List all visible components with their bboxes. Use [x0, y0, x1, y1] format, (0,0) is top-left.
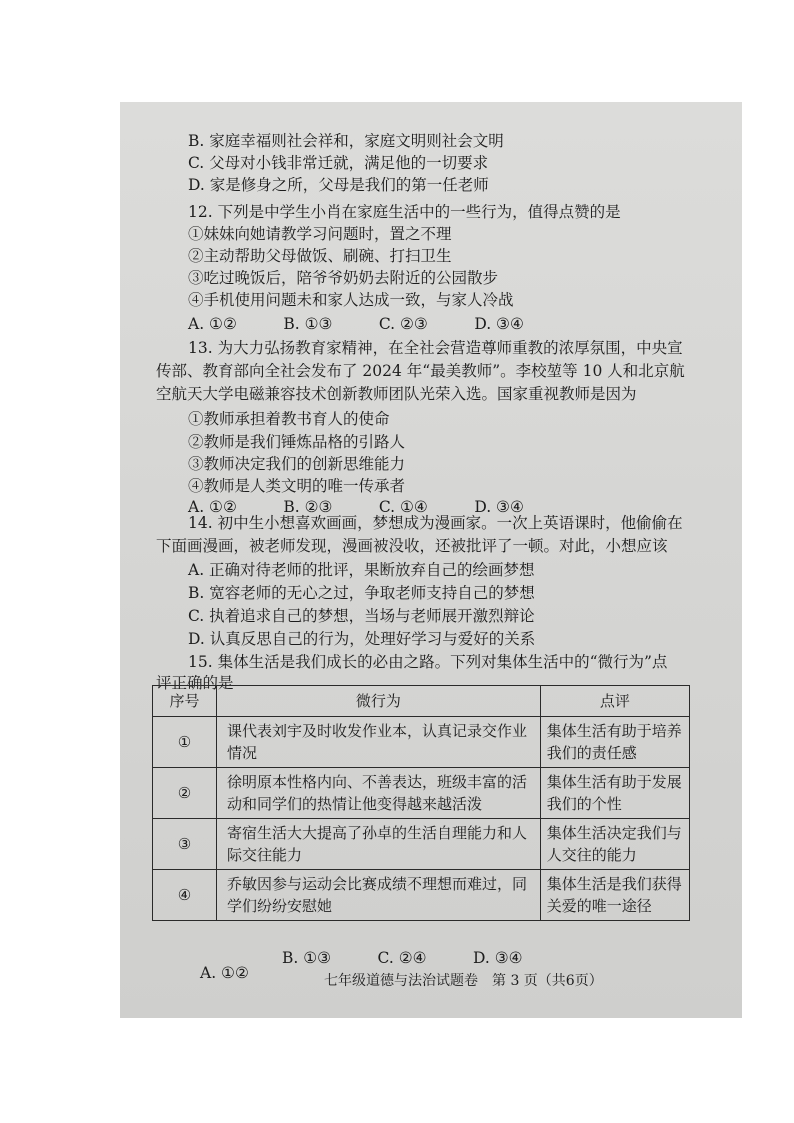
q15-table: [152, 685, 690, 921]
q13-item-3: ③教师决定我们的创新思维能力: [188, 455, 406, 473]
q13-item-1: ①教师承担着教书育人的使命: [188, 410, 390, 428]
q14-option-a: A. 正确对待老师的批评，果断放弃自己的绘画梦想: [188, 561, 535, 579]
q12-item-3: ③吃过晚饭后，陪爷爷奶奶去附近的公园散步: [188, 269, 499, 287]
row-number: ③: [153, 819, 217, 870]
question-12-stem: 12. 下列是中学生小肖在家庭生活中的一些行为，值得点赞的是: [188, 203, 621, 221]
table-header-row: [153, 686, 690, 717]
row-comment: 集体生活决定我们与人交往的能力: [540, 819, 689, 870]
table-row: [153, 819, 690, 870]
q12-item-1: ①妹妹向她请教学习问题时，置之不理: [188, 225, 452, 243]
q15-options-rest: B. ①③ C. ②④ D. ③④: [282, 949, 523, 967]
q14-option-b: B. 宽容老师的无心之过，争取老师支持自己的梦想: [188, 584, 535, 602]
table-row: [153, 768, 690, 819]
q15-option-a: A. ①②: [200, 964, 249, 982]
question-15-stem-line2: 评正确的是: [156, 674, 234, 692]
table-row: [153, 717, 690, 768]
table-row: [153, 870, 690, 921]
question-13-stem-line3: 空航天大学电磁兼容技术创新教师团队光荣入选。国家重视教师是因为: [156, 385, 637, 403]
row-number: ①: [153, 717, 217, 768]
question-13-stem-line1: 13. 为大力弘扬教育家精神，在全社会营造尊师重教的浓厚氛围，中央宣: [188, 339, 683, 357]
page-footer: 七年级道德与法治试题卷 第 3 页（共6页）: [324, 973, 603, 989]
option-d-line: D. 家是修身之所，父母是我们的第一任老师: [188, 176, 489, 194]
row-comment: 集体生活有助于发展我们的个性: [540, 768, 689, 819]
row-behavior: 课代表刘宇及时收发作业本，认真记录交作业情况: [216, 717, 540, 768]
q12-item-2: ②主动帮助父母做饭、刷碗、打扫卫生: [188, 247, 452, 265]
q12-item-4: ④手机使用问题未和家人达成一致，与家人冷战: [188, 291, 514, 309]
header-index: 序号: [153, 686, 217, 717]
header-comment: 点评: [540, 686, 689, 717]
exam-page: [120, 102, 742, 1018]
q14-option-d: D. 认真反思自己的行为，处理好学习与爱好的关系: [188, 630, 536, 648]
question-13-stem-line2: 传部、教育部向全社会发布了 2024 年“最美教师”。李校堃等 10 人和北京航: [156, 362, 685, 380]
row-number: ④: [153, 870, 217, 921]
question-15-stem-line1: 15. 集体生活是我们成长的必由之路。下列对集体生活中的“微行为”点: [188, 653, 668, 671]
q13-options: A. ①② B. ②③ C. ①④ D. ③④: [188, 498, 524, 516]
option-b-line: B. 家庭幸福则社会祥和，家庭文明则社会文明: [188, 132, 504, 150]
q12-options: A. ①② B. ①③ C. ②③ D. ③④: [188, 315, 524, 333]
row-number: ②: [153, 768, 217, 819]
row-behavior: 乔敏因参与运动会比赛成绩不理想而难过，同学们纷纷安慰她: [216, 870, 540, 921]
row-behavior: 徐明原本性格内向、不善表达，班级丰富的活动和同学们的热情让他变得越来越活泼: [216, 768, 540, 819]
row-comment: 集体生活有助于培养我们的责任感: [540, 717, 689, 768]
header-behavior: 微行为: [216, 686, 540, 717]
row-behavior: 寄宿生活大大提高了孙卓的生活自理能力和人际交往能力: [216, 819, 540, 870]
q13-item-2: ②教师是我们锤炼品格的引路人: [188, 433, 406, 451]
question-14-stem-line2: 下面画漫画，被老师发现，漫画被没收，还被批评了一顿。对此，小想应该: [156, 537, 668, 555]
option-c-line: C. 父母对小钱非常迁就，满足他的一切要求: [188, 154, 489, 172]
question-14-stem-line1: 14. 初中生小想喜欢画画，梦想成为漫画家。一次上英语课时，他偷偷在: [188, 514, 683, 532]
q13-item-4: ④教师是人类文明的唯一传承者: [188, 477, 406, 495]
row-comment: 集体生活是我们获得关爱的唯一途径: [540, 870, 689, 921]
q14-option-c: C. 执着追求自己的梦想，当场与老师展开激烈辩论: [188, 607, 535, 625]
